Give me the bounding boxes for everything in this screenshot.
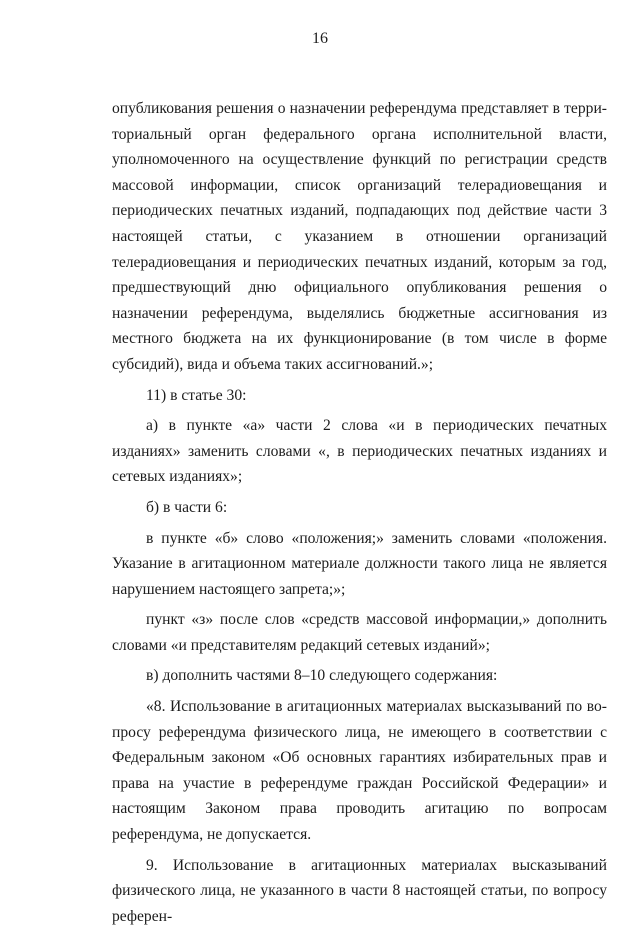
paragraph: «8. Использование в агитационных материалах высказываний по вопросу референдума физического лица, не имеющего в соответствии с Федеральным законом «Об основных гарантиях избирательных прав и права на участие в референдуме граждан Российской Федерации» и настоящим Законом права проводить агитацию по вопросам референдума, не допускается. — [112, 698, 607, 844]
document-body — [112, 96, 607, 929]
paragraph: опубликования решения о назначении референдума представляет в территориальный орган федерального органа исполнительной власти, уполномоченного на осуществление функций по регистрации средств массовой информации, список организаций телерадиовещания и периодических печатных изданий, подпадающих под действие части 3 настоящей статьи, с указанием в отношении организаций телерадиовещания и периодических печатных изданий, которым за год, предшествующий дню официального опубликования решения о назначении референдума, выделялись бюджетные ассигнования из местного бюджета на их функционирование (в том числе в форме субсидий), вида и объема таких ассигнований.»; — [112, 100, 607, 373]
paragraph: в) дополнить частями 8–10 следующего содержания: — [146, 667, 498, 685]
paragraph: б) в части 6: — [146, 498, 228, 516]
paragraph: пункт «з» после слов «средств массовой информации,» дополнить словами «и представителям редакций сетевых изданий»; — [112, 611, 607, 654]
paragraph: 9. Использование в агитационных материалах высказываний физического лица, не указанного в части 8 настоящей статьи, по вопросу референ- — [112, 856, 607, 925]
page-number: 16 — [312, 30, 328, 47]
paragraph: а) в пункте «а» части 2 слова «и в периодических печатных изданиях» заменить словами «, в периодических печатных изданиях и сетевых изданиях»; — [112, 417, 607, 486]
paragraph: 11) в статье 30: — [146, 386, 247, 404]
paragraph: в пункте «б» слово «положения;» заменить словами «положения. Указание в агитационном материале должности такого лица не является нарушением настоящего запрета;»; — [112, 529, 607, 598]
